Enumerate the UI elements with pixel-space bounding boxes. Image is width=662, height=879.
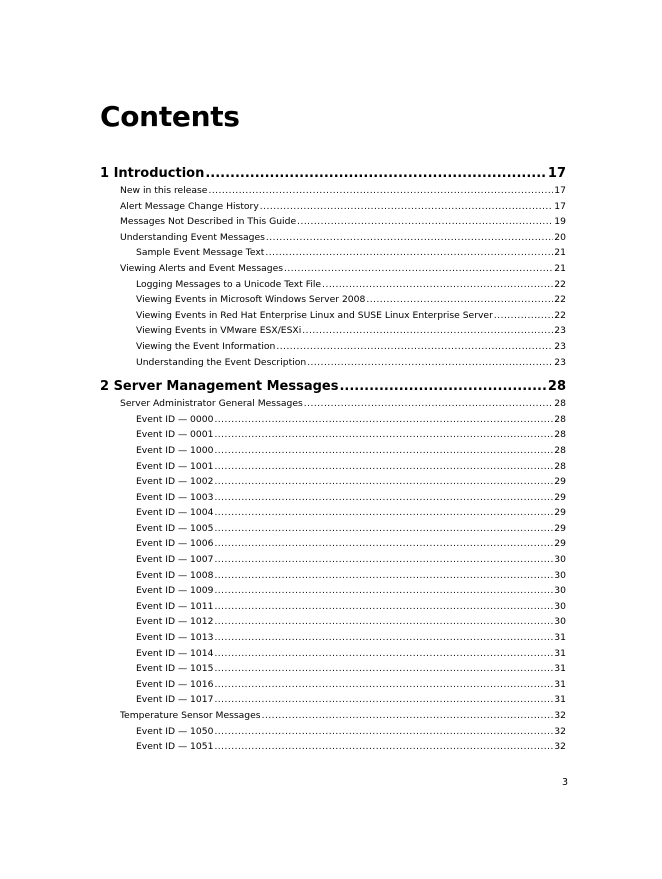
toc-section-entry[interactable] <box>100 261 566 277</box>
toc-subsection-entry[interactable] <box>100 505 566 521</box>
toc-entry-title: Understanding the Event Description <box>136 356 307 368</box>
toc-entry-page: 23 <box>554 340 566 352</box>
dot-leader <box>214 647 553 662</box>
dot-leader <box>302 324 553 339</box>
toc-entry-title: Event ID — 1003 <box>136 491 214 503</box>
toc-section-entry[interactable] <box>100 214 566 230</box>
toc-entry-title: Alert Message Change History <box>120 200 259 212</box>
toc-entry-page: 23 <box>554 325 566 337</box>
toc-entry-page: 17 <box>554 185 566 196</box>
toc-entry-title: Event ID — 1011 <box>136 600 214 612</box>
toc-subsection-entry[interactable] <box>100 490 566 506</box>
dot-leader <box>214 460 553 475</box>
toc-subsection-entry[interactable] <box>100 614 566 630</box>
toc-entry-title: Event ID — 1015 <box>136 663 214 675</box>
toc-subsection-entry[interactable] <box>100 474 566 490</box>
toc-subsection-entry[interactable] <box>100 552 566 568</box>
toc-entry-page: 20 <box>554 231 566 243</box>
toc-subsection-entry[interactable] <box>100 427 566 443</box>
table-of-contents <box>100 165 566 755</box>
toc-section-entry[interactable] <box>100 708 566 724</box>
toc-subsection-entry[interactable] <box>100 661 566 677</box>
toc-entry-title: Event ID — 1013 <box>136 632 214 644</box>
toc-entry-title: Viewing Events in Red Hat Enterprise Linux and SUSE Linux Enterprise Server <box>136 309 493 321</box>
toc-entry-page: 31 <box>554 647 566 659</box>
toc-entry-page: 31 <box>554 632 566 644</box>
toc-chapter-entry[interactable] <box>100 165 566 183</box>
dot-leader <box>214 615 553 630</box>
toc-subsection-entry[interactable] <box>100 443 566 459</box>
toc-entry-page: 29 <box>554 522 566 534</box>
toc-entry-title: Viewing Events in VMware ESX/ESXi <box>136 325 302 337</box>
dot-leader <box>214 662 553 677</box>
toc-entry-page: 22 <box>554 278 566 290</box>
toc-entry-title: Event ID — 1050 <box>136 725 214 737</box>
toc-entry-page: 30 <box>554 585 566 597</box>
toc-entry-title: Event ID — 1008 <box>136 569 214 581</box>
dot-leader <box>208 184 553 199</box>
toc-entry-title: Temperature Sensor Messages <box>120 710 261 721</box>
toc-entry-title: Event ID — 1017 <box>136 694 214 706</box>
dot-leader <box>214 522 553 537</box>
toc-entry-title: Event ID — 1002 <box>136 476 214 488</box>
toc-entry-title: Messages Not Described in This Guide <box>120 216 297 228</box>
toc-subsection-entry[interactable] <box>100 412 566 428</box>
toc-entry-page: 30 <box>554 554 566 566</box>
toc-subsection-entry[interactable] <box>100 323 566 339</box>
toc-entry-page: 22 <box>554 294 566 306</box>
toc-entry-page: 28 <box>554 444 566 456</box>
dot-leader <box>214 725 553 740</box>
toc-entry-page: 30 <box>554 600 566 612</box>
toc-entry-page: 28 <box>547 379 566 395</box>
toc-entry-title: Event ID — 1001 <box>136 460 214 472</box>
toc-entry-title: 2 Server Management Messages <box>100 379 339 395</box>
dot-leader <box>214 491 553 506</box>
toc-entry-title: Event ID — 1004 <box>136 507 214 519</box>
toc-entry-title: Logging Messages to a Unicode Text File <box>136 278 322 290</box>
dot-leader <box>214 475 553 490</box>
toc-subsection-entry[interactable] <box>100 692 566 708</box>
toc-entry-page: 21 <box>554 262 566 274</box>
dot-leader <box>284 262 553 277</box>
toc-entry-title: Event ID — 1005 <box>136 522 214 534</box>
dot-leader <box>366 293 553 308</box>
toc-entry-page: 31 <box>554 694 566 706</box>
toc-entry-page: 22 <box>554 309 566 321</box>
toc-entry-title: Event ID — 0000 <box>136 413 214 425</box>
toc-entry-page: 17 <box>547 166 566 181</box>
toc-entry-page: 31 <box>554 663 566 675</box>
dot-leader <box>266 231 553 246</box>
dot-leader <box>322 278 553 293</box>
toc-entry-page: 30 <box>554 616 566 628</box>
dot-leader <box>214 413 553 428</box>
dot-leader <box>214 506 553 521</box>
toc-entry-page: 28 <box>554 429 566 441</box>
toc-entry-page: 23 <box>554 356 566 368</box>
toc-entry-page: 32 <box>554 710 566 721</box>
toc-subsection-entry[interactable] <box>100 308 566 324</box>
toc-section-entry[interactable] <box>100 230 566 246</box>
page-number: 3 <box>561 777 568 788</box>
toc-entry-title: Event ID — 1051 <box>136 741 214 753</box>
toc-entry-title: Understanding Event Messages <box>120 231 265 243</box>
toc-subsection-entry[interactable] <box>100 459 566 475</box>
toc-entry-page: 31 <box>554 678 566 690</box>
toc-entry-title: Server Administrator General Messages <box>120 398 303 410</box>
toc-section-entry[interactable] <box>100 183 566 199</box>
toc-subsection-entry[interactable] <box>100 677 566 693</box>
dot-leader <box>214 537 553 552</box>
toc-chapter-entry[interactable] <box>100 378 566 396</box>
toc-entry-title: Sample Event Message Text <box>136 247 265 259</box>
dot-leader <box>214 569 553 584</box>
toc-entry-page: 17 <box>554 200 566 212</box>
dot-leader <box>214 553 553 568</box>
dot-leader <box>214 678 553 693</box>
toc-entry-title: Viewing Events in Microsoft Windows Server 2008 <box>136 294 366 306</box>
dot-leader <box>304 397 554 412</box>
toc-entry-title: Viewing Alerts and Event Messages <box>120 262 284 274</box>
toc-entry-title: Event ID — 1012 <box>136 616 214 628</box>
toc-entry-page: 32 <box>554 741 566 753</box>
dot-leader <box>265 246 553 261</box>
dot-leader <box>339 378 546 396</box>
toc-entry-page: 32 <box>554 725 566 737</box>
dot-leader <box>214 584 553 599</box>
toc-entry-page: 30 <box>554 569 566 581</box>
toc-entry-title: Event ID — 1009 <box>136 585 214 597</box>
dot-leader <box>297 215 553 230</box>
toc-entry-page: 29 <box>554 507 566 519</box>
toc-entry-page: 28 <box>554 460 566 472</box>
dot-leader <box>214 600 553 615</box>
toc-entry-page: 29 <box>554 476 566 488</box>
dot-leader <box>214 444 553 459</box>
toc-entry-title: Event ID — 1006 <box>136 538 214 550</box>
toc-subsection-entry[interactable] <box>100 739 566 755</box>
toc-entry-page: 29 <box>554 538 566 550</box>
toc-entry-title: 1 Introduction <box>100 166 205 181</box>
toc-subsection-entry[interactable] <box>100 630 566 646</box>
toc-subsection-entry[interactable] <box>100 521 566 537</box>
toc-entry-title: Event ID — 1007 <box>136 554 214 566</box>
dot-leader <box>307 356 553 371</box>
toc-entry-title: Event ID — 1016 <box>136 678 214 690</box>
toc-subsection-entry[interactable] <box>100 277 566 293</box>
dot-leader <box>214 428 553 443</box>
dot-leader <box>260 200 554 215</box>
toc-subsection-entry[interactable] <box>100 355 566 371</box>
toc-entry-title: Event ID — 1000 <box>136 444 214 456</box>
toc-entry-title: Event ID — 1014 <box>136 647 214 659</box>
toc-entry-page: 28 <box>554 413 566 425</box>
toc-subsection-entry[interactable] <box>100 583 566 599</box>
dot-leader <box>494 309 553 324</box>
toc-subsection-entry[interactable] <box>100 568 566 584</box>
toc-subsection-entry[interactable] <box>100 292 566 308</box>
dot-leader <box>205 165 547 183</box>
dot-leader <box>276 340 553 355</box>
toc-section-entry[interactable] <box>100 396 566 412</box>
dot-leader <box>262 709 554 724</box>
toc-section-entry[interactable] <box>100 199 566 215</box>
toc-entry-page: 29 <box>554 491 566 503</box>
toc-subsection-entry[interactable] <box>100 245 566 261</box>
toc-subsection-entry[interactable] <box>100 339 566 355</box>
toc-entry-page: 21 <box>554 247 566 259</box>
toc-subsection-entry[interactable] <box>100 724 566 740</box>
toc-entry-title: Event ID — 0001 <box>136 429 214 441</box>
dot-leader <box>214 693 553 708</box>
toc-subsection-entry[interactable] <box>100 599 566 615</box>
toc-subsection-entry[interactable] <box>100 536 566 552</box>
toc-entry-page: 28 <box>554 398 566 410</box>
toc-entry-title: New in this release <box>120 185 208 196</box>
dot-leader <box>214 631 553 646</box>
dot-leader <box>214 740 553 755</box>
toc-entry-title: Viewing the Event Information <box>136 340 276 352</box>
page-title: Contents <box>100 100 240 133</box>
toc-subsection-entry[interactable] <box>100 646 566 662</box>
toc-entry-page: 19 <box>554 216 566 228</box>
